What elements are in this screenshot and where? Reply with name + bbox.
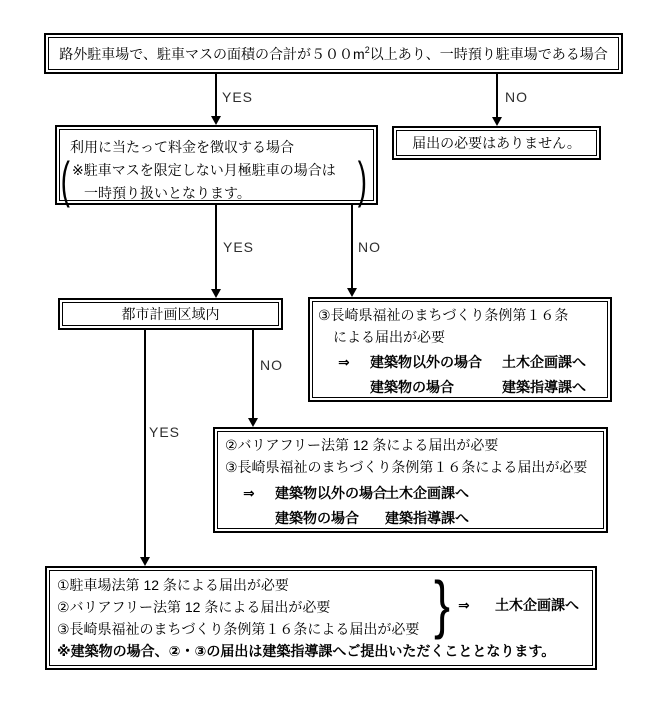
barrier-free-line1: ②バリアフリー法第 12 条による届出が必要 [225,437,499,453]
ordinance-building-dest: 建築指導課へ [502,379,586,395]
edge-label-yes3: YES [149,424,181,440]
barrier-free-arrow: ⇒ [243,485,255,501]
connector-city-yes [144,330,146,559]
node-ordinance-only [308,297,612,402]
all-three-line2: ②バリアフリー法第 12 条による届出が必要 [57,599,331,615]
brace-icon: } [434,568,451,640]
connector-start-yes [215,74,217,118]
node-city-planning-area [58,298,283,330]
no-notification-text: 届出の必要はありません。 [412,135,581,151]
connector-start-no [496,74,498,119]
open-paren-icon: ( [60,152,70,208]
arrowhead-start-yes-icon [211,116,221,125]
connector-fee-yes [215,205,217,291]
ordinance-arrow: ⇒ [338,354,350,370]
connector-fee-no [351,205,353,290]
edge-label-no3: NO [260,357,283,373]
ordinance-building-label: 建築物の場合 [370,379,454,395]
connector-city-no [252,330,254,420]
arrowhead-fee-yes-icon [211,289,221,298]
node-no-notification [392,126,601,160]
node-start [44,33,623,74]
node-fee-collection [55,125,378,208]
barrier-free-non-building-label: 建築物以外の場合 [275,485,387,501]
arrowhead-fee-no-icon [347,288,357,297]
all-three-dest: 土木企画課へ [495,597,579,613]
city-planning-text: 都市計画区域内 [121,306,220,322]
barrier-free-line2: ③長崎県福祉のまちづくり条例第１６条による届出が必要 [225,459,588,475]
close-paren-icon: ) [357,152,367,208]
all-three-note: ※建築物の場合、②・③の届出は建築指導課へご提出いただくこととなります。 [57,643,556,659]
arrowhead-city-no-icon [248,418,258,427]
edge-label-yes1: YES [222,89,254,105]
all-three-line1: ①駐車場法第 12 条による届出が必要 [57,577,289,593]
edge-label-no2: NO [358,239,381,255]
barrier-free-non-building-dest: 土木企画課へ [385,485,469,501]
superscript-2: 2 [364,44,370,55]
edge-label-no1: NO [505,89,528,105]
ordinance-arrow-spacer [338,379,370,396]
all-three-line3: ③長崎県福祉のまちづくり条例第１６条による届出が必要 [57,621,420,637]
fee-note-line1: ※駐車マスを限定しない月極駐車の場合は [72,162,336,178]
ordinance-non-building-label: 建築物以外の場合 [370,354,482,370]
ordinance-line1: ③長崎県福祉のまちづくり条例第１６条 [318,307,569,323]
edge-label-yes2: YES [223,239,255,255]
ordinance-non-building-dest: 土木企画課へ [502,354,586,370]
barrier-free-building-label: 建築物の場合 [275,510,359,526]
node-barrier-free [213,427,608,533]
ordinance-line2: による届出が必要 [333,329,445,345]
all-three-arrow: ⇒ [458,597,470,613]
arrowhead-start-no-icon [492,117,502,126]
arrowhead-city-yes-icon [140,557,150,566]
barrier-free-arrow-spacer [243,510,275,527]
start-text: 路外駐車場で、駐車マスの面積の合計が$500m^2$以上あり、一時預り駐車場である場合 [59,44,608,62]
barrier-free-building-dest: 建築指導課へ [385,510,469,526]
fee-line1: 利用に当たって料金を徴収する場合 [70,139,294,155]
node-all-three [45,566,597,670]
fee-note-line2: 一時預り扱いとなります。 [84,185,251,201]
